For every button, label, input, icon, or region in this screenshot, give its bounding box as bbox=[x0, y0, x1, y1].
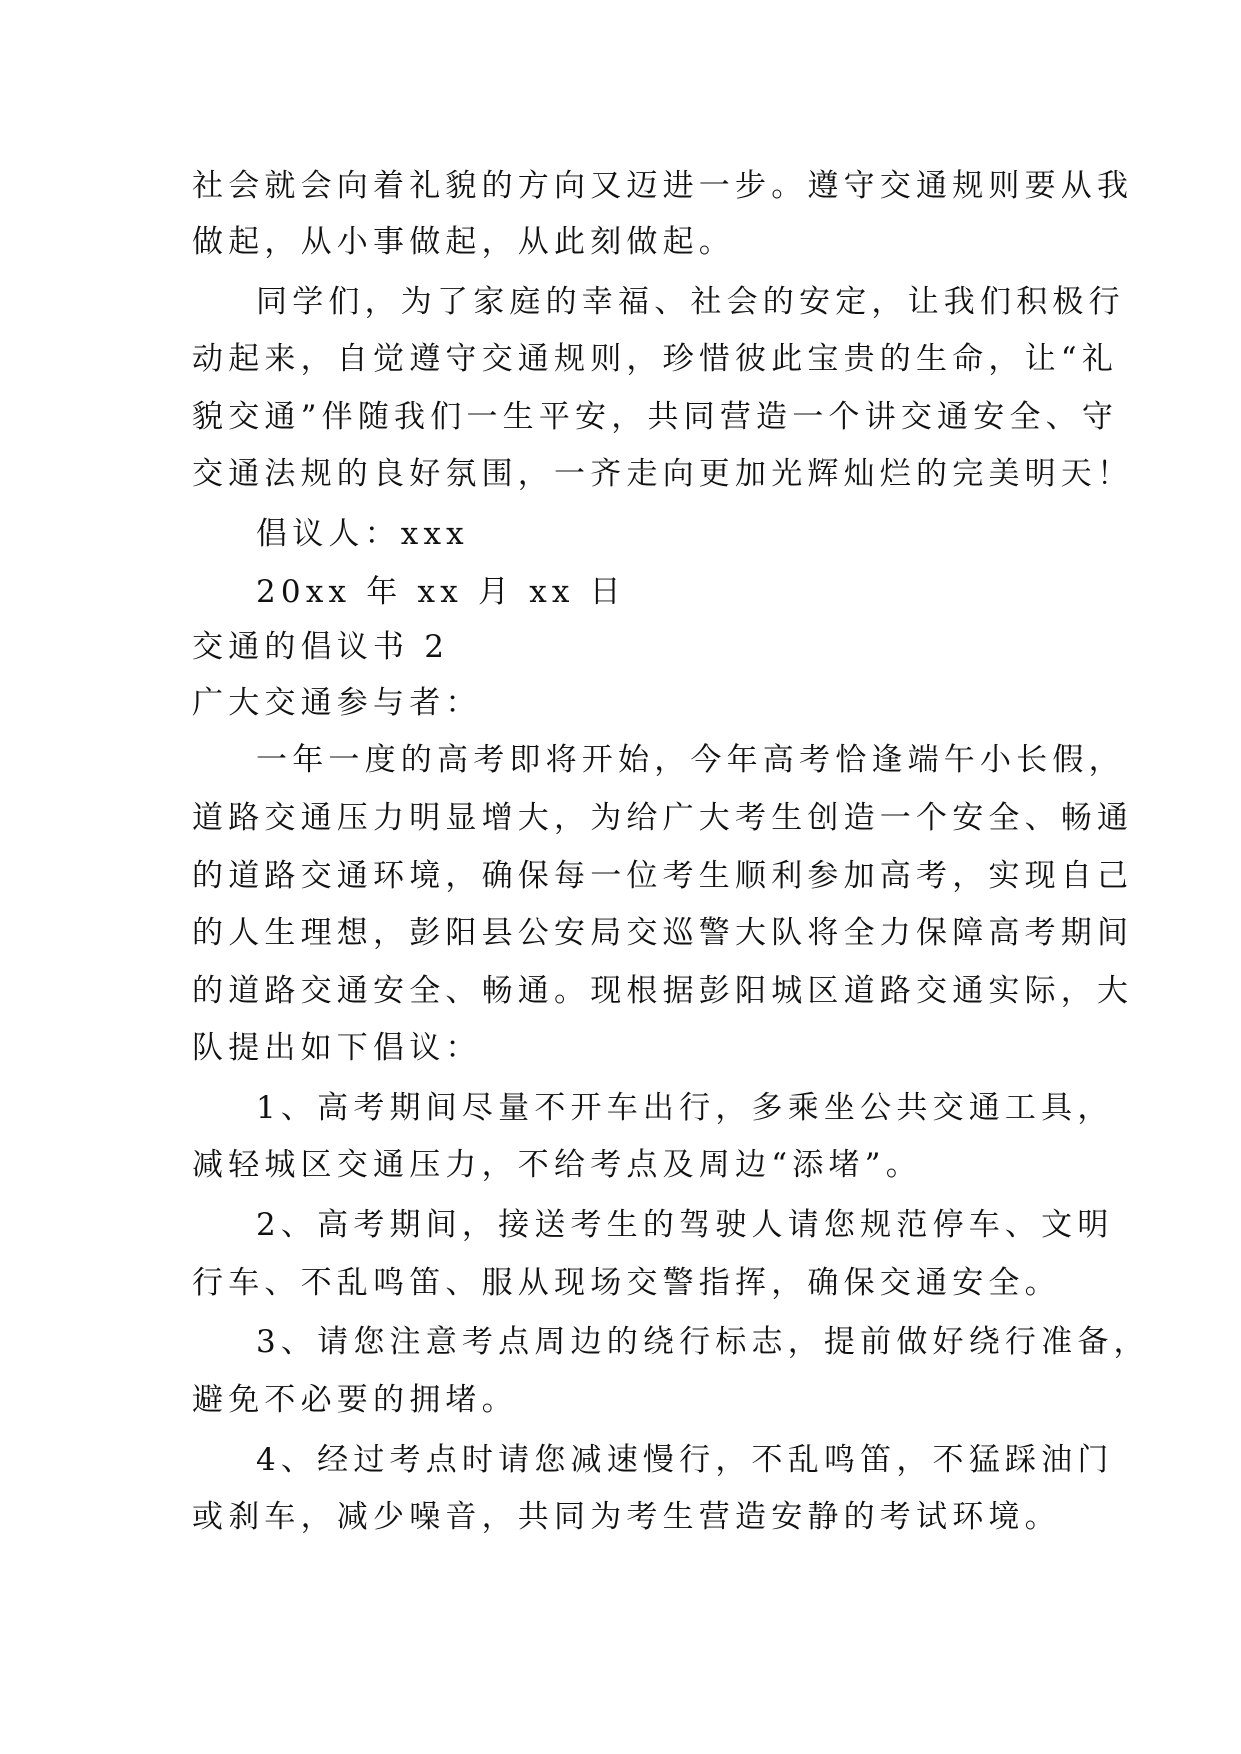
text-line: 道路交通压力明显增大，为给广大考生创造一个安全、畅通 bbox=[192, 800, 1134, 836]
text-line: 或刹车，减少噪音，共同为考生营造安静的考试环境。 bbox=[192, 1499, 1061, 1535]
list-item-4: 4、经过考点时请您减速慢行，不乱鸣笛，不猛踩油门 bbox=[256, 1442, 1114, 1478]
text-line: 做起，从小事做起，从此刻做起。 bbox=[192, 224, 735, 260]
paragraph-start: 同学们，为了家庭的幸福、社会的安定，让我们积极行 bbox=[256, 284, 1125, 320]
section-heading: 交通的倡议书 2 bbox=[192, 629, 450, 665]
text-line: 社会就会向着礼貌的方向又迈进一步。遵守交通规则要从我 bbox=[192, 168, 1134, 204]
text-line: 队提出如下倡议： bbox=[192, 1030, 482, 1066]
paragraph-start: 一年一度的高考即将开始，今年高考恰逢端午小长假， bbox=[256, 742, 1125, 778]
signatory: 倡议人：xxx bbox=[256, 516, 469, 552]
text-line: 的道路交通安全、畅通。现根据彭阳城区道路交通实际，大 bbox=[192, 973, 1134, 1009]
list-item-2: 2、高考期间，接送考生的驾驶人请您规范停车、文明 bbox=[256, 1207, 1114, 1243]
list-item-1: 1、高考期间尽量不开车出行，多乘坐公共交通工具， bbox=[256, 1090, 1114, 1126]
salutation: 广大交通参与者： bbox=[192, 685, 482, 721]
text-line: 动起来，自觉遵守交通规则，珍惜彼此宝贵的生命，让“礼 bbox=[192, 341, 1119, 377]
text-line: 避免不必要的拥堵。 bbox=[192, 1382, 518, 1418]
text-line: 貌交通”伴随我们一生平安，共同营造一个讲交通安全、守 bbox=[192, 399, 1119, 435]
list-item-3: 3、请您注意考点周边的绕行标志，提前做好绕行准备， bbox=[256, 1324, 1150, 1360]
text-line: 的人生理想，彭阳县公安局交巡警大队将全力保障高考期间 bbox=[192, 915, 1134, 951]
text-line: 的道路交通环境，确保每一位考生顺利参加高考，实现自己 bbox=[192, 858, 1134, 894]
text-line: 减轻城区交通压力，不给考点及周边“添堵”。 bbox=[192, 1147, 922, 1183]
text-line: 交通法规的良好氛围，一齐走向更加光辉灿烂的完美明天！ bbox=[192, 456, 1134, 492]
date-line: 20xx 年 xx 月 xx 日 bbox=[256, 574, 626, 610]
text-line: 行车、不乱鸣笛、服从现场交警指挥，确保交通安全。 bbox=[192, 1265, 1061, 1301]
